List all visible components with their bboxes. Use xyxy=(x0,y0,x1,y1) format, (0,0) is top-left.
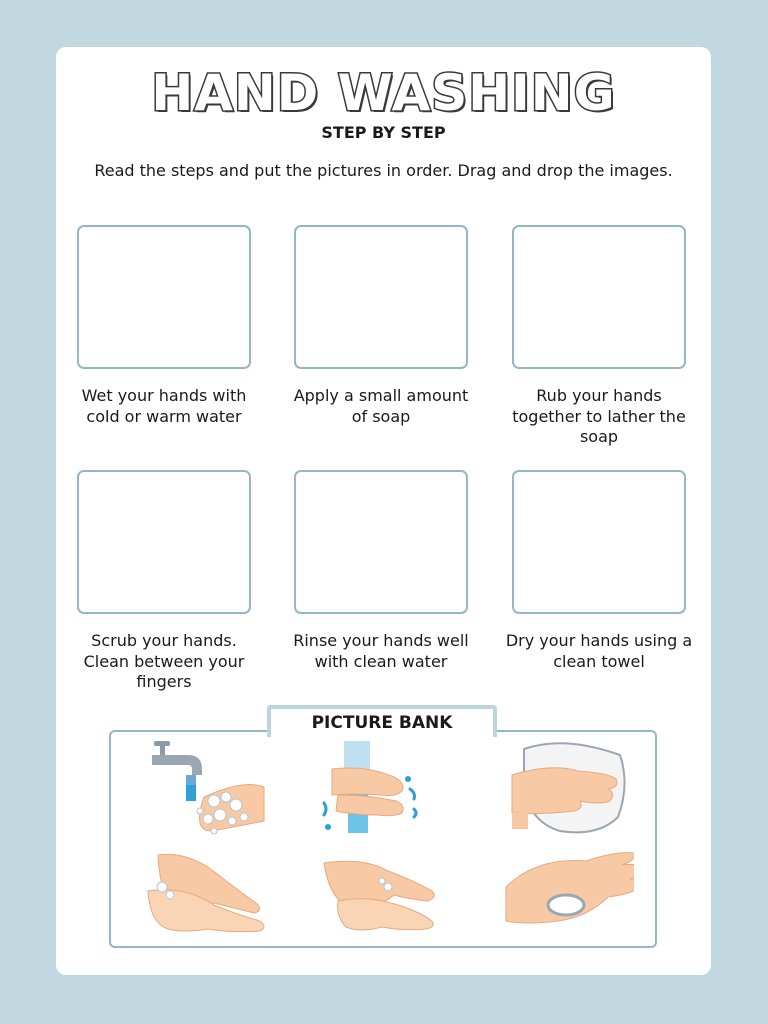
scrub-between-fingers-icon[interactable] xyxy=(144,847,274,952)
drop-zone-step-1[interactable] xyxy=(77,225,251,369)
step-label-5: Rinse your hands well with clean water xyxy=(293,631,469,671)
worksheet-card xyxy=(56,47,711,975)
rinse-hands-under-water-icon[interactable] xyxy=(318,739,448,844)
page-title: HAND WASHING xyxy=(151,64,616,122)
picture-bank-label: PICTURE BANK xyxy=(311,713,453,733)
step-label-2: Apply a small amount of soap xyxy=(293,386,469,426)
step-label-3: Rub your hands together to lather the soap xyxy=(512,386,686,446)
drop-zone-step-5[interactable] xyxy=(294,470,468,614)
drop-zone-step-4[interactable] xyxy=(77,470,251,614)
drop-zone-step-6[interactable] xyxy=(512,470,686,614)
dry-hands-towel-icon[interactable] xyxy=(504,739,634,844)
faucet-wet-hands-icon[interactable] xyxy=(144,739,274,844)
page-subtitle: STEP BY STEP xyxy=(321,123,446,142)
instructions-text: Read the steps and put the pictures in order. Drag and drop the images. xyxy=(94,161,673,180)
step-label-4: Scrub your hands. Clean between your fingers xyxy=(83,631,245,691)
soap-in-palm-icon[interactable] xyxy=(504,847,634,952)
step-label-6: Dry your hands using a clean towel xyxy=(505,631,693,671)
drop-zone-step-2[interactable] xyxy=(294,225,468,369)
rub-hands-lather-icon[interactable] xyxy=(318,847,448,952)
step-label-1: Wet your hands with cold or warm water xyxy=(81,386,247,426)
drop-zone-step-3[interactable] xyxy=(512,225,686,369)
